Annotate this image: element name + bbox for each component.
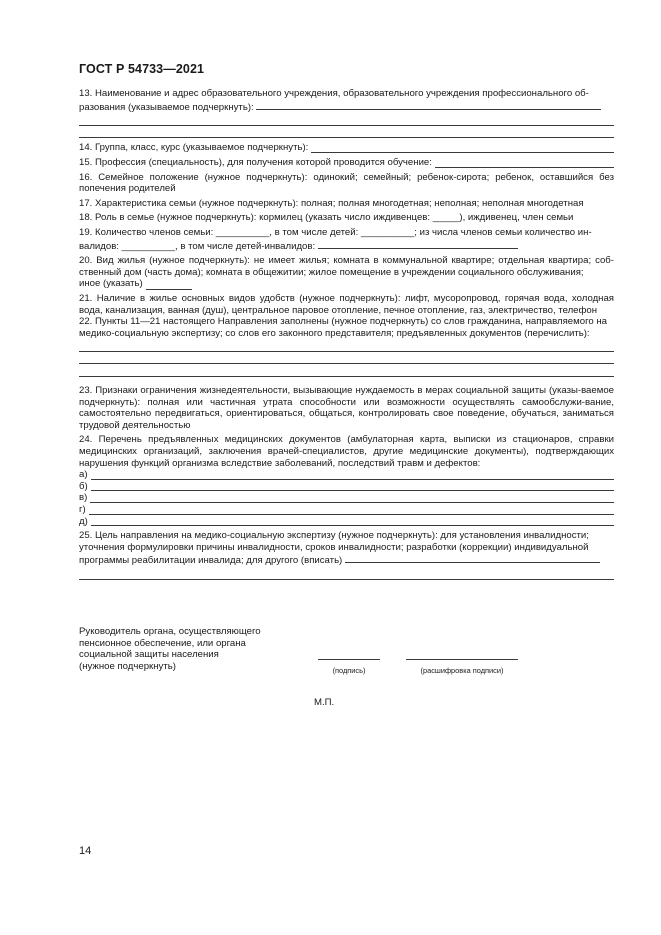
item-13-line-3[interactable] xyxy=(79,126,614,139)
signer-title-3: социальной защиты населения xyxy=(79,649,219,661)
item-20-other-text: иное (указать) xyxy=(79,278,143,290)
item-15-text: 15. Профессия (специальность), для получения которой проводится обучение: xyxy=(79,156,432,168)
item-24-a-field[interactable] xyxy=(91,470,614,480)
item-25-line-2[interactable] xyxy=(79,567,614,580)
page-number: 14 xyxy=(79,845,92,857)
item-24-a-label: а) xyxy=(79,469,88,481)
signature-field[interactable] xyxy=(318,658,380,675)
item-24-d xyxy=(79,504,614,516)
item-23: 23. Признаки ограничения жизнедеятельности, вызывающие нуждаемость в мерах социальной защиты (указы-ваемое подчеркнуть): полная или частичная утрата способности или возможности осуществлять самообслужи-вание, самостоятельно передвигаться, ориентироваться, общаться, контролировать свое поведение, обучаться, заниматься трудовой деятельностью xyxy=(79,385,614,431)
item-13 xyxy=(79,88,614,138)
item-21: 21. Наличие в жилье основных видов удобств (нужное подчеркнуть): лифт, мусоропровод, горячая вода, холодная вода, канализация, ванная (душ), центральное паровое отопление, печное отопление, газ, электричество, телефон xyxy=(79,292,614,316)
item-22: 22. Пункты 11—21 настоящего Направления заполнены (нужное подчеркнуть) со слов гражданина, направляемого на медико-социальную экспертизу; со слов его законного представителя; предъявленных документов (перечислить): xyxy=(79,316,607,339)
signature-decode-field[interactable] xyxy=(406,658,518,675)
item-13-field[interactable] xyxy=(256,100,601,110)
item-22-line-3[interactable] xyxy=(79,364,614,377)
item-17: 17. Характеристика семьи (нужное подчеркнуть): полная; полная многодетная; неполная; неполная многодетная xyxy=(79,197,584,209)
document-code: ГОСТ Р 54733—2021 xyxy=(79,62,205,76)
item-24-b xyxy=(79,481,614,493)
item-24-c xyxy=(79,492,614,504)
item-25-field[interactable] xyxy=(345,553,600,563)
item-19-text: 19. Количество членов семьи: __________, в том числе детей: __________; из числа членов семьи количество ин-валидов: __________, в том числе детей-инвалидов: xyxy=(79,226,592,252)
item-22-line-1[interactable] xyxy=(79,339,614,352)
signer-title-4: (нужное подчеркнуть) xyxy=(79,660,176,672)
item-24-b-label: б) xyxy=(79,480,88,492)
item-20: 20. Вид жилья (нужное подчеркнуть): не имеет жилья; комната в коммунальной квартире; отдельная квартира; соб-ственный дом (часть дома); комната в общежитии; жилое помещение в учреждении социального обслуживания; xyxy=(79,255,614,278)
item-15 xyxy=(79,157,614,169)
item-16: 16. Семейное положение (нужное подчеркнуть): одинокий; семейный; ребенок-сирота; ребенок, оставшийся без попечения родителей xyxy=(79,171,614,195)
item-22-line-2[interactable] xyxy=(79,352,614,365)
signature-block xyxy=(79,626,299,672)
item-24-c-field[interactable] xyxy=(90,493,614,503)
item-24: 24. Перечень предъявленных медицинских документов (амбулаторная карта, выписки из стационаров, справки медицинских организаций, заключения врачей-специалистов, другие медицинские документы), подтверждающих нарушения функций организма вследствие заболеваний, последствий травм и дефектов: xyxy=(79,434,614,469)
item-14 xyxy=(79,142,614,154)
stamp-placeholder: М.П. xyxy=(314,697,335,708)
item-24-a xyxy=(79,469,614,481)
item-24-e-label: д) xyxy=(79,515,88,527)
form-body xyxy=(79,88,614,580)
signer-title-1: Руководитель органа, осуществляющего xyxy=(79,626,261,637)
item-24-e-field[interactable] xyxy=(91,516,614,526)
signer-title-2: пенсионное обеспечение, или органа xyxy=(79,637,246,649)
item-24-e xyxy=(79,516,614,528)
item-24-b-field[interactable] xyxy=(91,481,614,491)
item-14-field[interactable] xyxy=(311,143,614,153)
item-18: 18. Роль в семье (нужное подчеркнуть): кормилец (указать число иждивенцев: _____), иждивенец, член семьи xyxy=(79,212,574,224)
signature-decode-caption: (расшифровка подписи) xyxy=(420,666,504,675)
item-14-text: 14. Группа, класс, курс (указываемое подчеркнуть): xyxy=(79,142,309,154)
item-24-d-label: г) xyxy=(79,504,86,515)
item-19-field[interactable] xyxy=(318,239,518,249)
item-20-other-field[interactable] xyxy=(146,280,192,290)
item-24-d-field[interactable] xyxy=(89,505,614,515)
item-13-line-2[interactable] xyxy=(79,113,614,126)
item-25-text: 25. Цель направления на медико-социальную экспертизу (нужное подчеркнуть): для установления инвалидности; уточнения формулировки причины инвалидности, сроков инвалидности; разработки (коррекции) индивидуальной программы реабилитации инвалида; для другого (вписать) xyxy=(79,530,589,567)
signature-caption: (подпись) xyxy=(332,666,366,675)
item-24-c-label: в) xyxy=(79,492,88,504)
item-13-text: 13. Наименование и адрес образовательного учреждения, образовательного учреждения профессионального об-разования (указываемое подчеркнуть): xyxy=(79,88,589,113)
item-15-field[interactable] xyxy=(435,158,614,168)
item-20-other xyxy=(79,278,614,290)
